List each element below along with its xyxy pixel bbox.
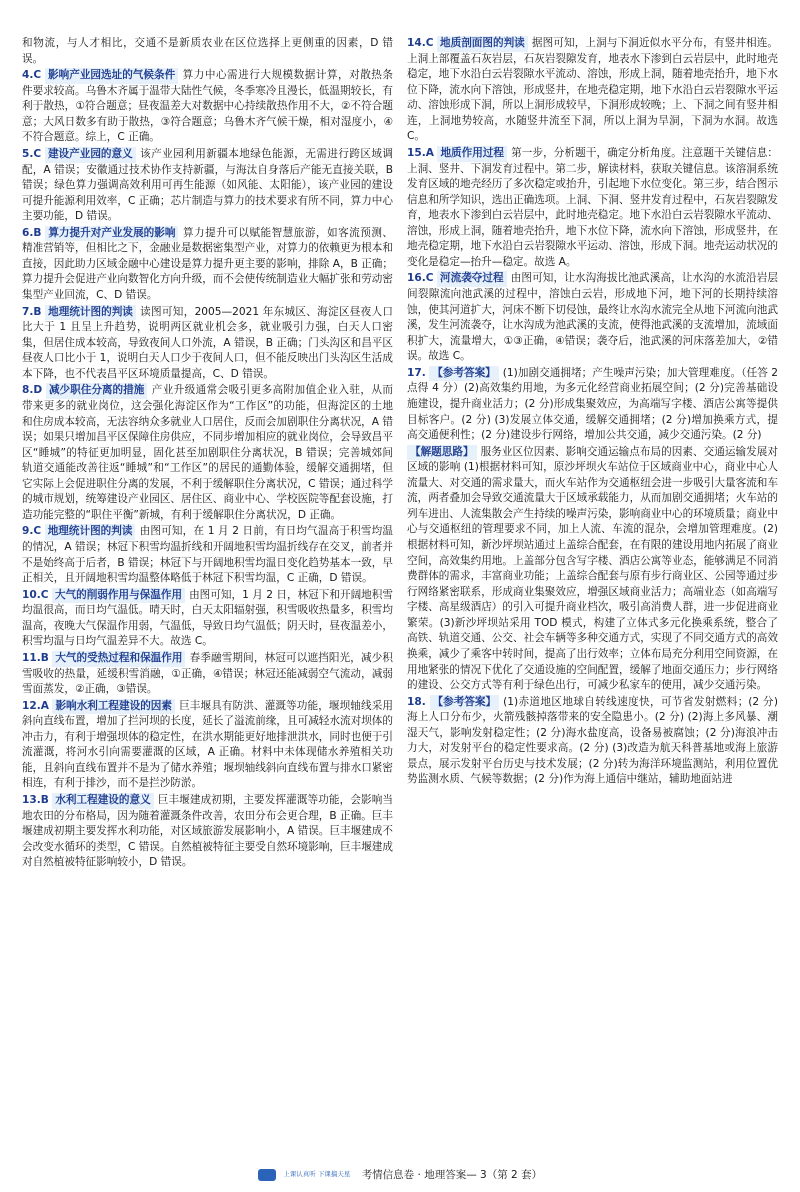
question-number: 18.	[407, 695, 426, 708]
answer-item	[22, 68, 393, 146]
answer-item	[22, 36, 393, 67]
right-column	[407, 36, 778, 1152]
question-number: 8.D	[22, 384, 43, 397]
topic-tag: 地质作用过程	[437, 146, 507, 162]
topic-tag: 地理统计图的判读	[45, 305, 136, 321]
topic-tag: 地质剖面图的判读	[437, 36, 528, 52]
question-number: 13.B	[22, 794, 49, 806]
answer-text: 由图可知，让水沟海拔比池武溪高，让水沟的水流沿岩层间裂隙流向池武溪的过程中，溶蚀白云岩，形成地下河，地下河的长期持续溶蚀，使其河道扩大，河床不断下切侵蚀，最终让水沟水流完全从地下河流向池武溪，发生河流袭夺，让水沟成为池武溪的支流，使得池武溪的支流增加，流域面积扩大，流量增大，①③正确，④错误；袭夺后，池武溪的河床落差加大，②错误。故选 C。	[407, 272, 778, 363]
answer-item	[407, 271, 778, 364]
answer-text: (1)赤道地区地球自转线速度快，可节省发射燃料；(2 分)海上人口分布少，火箭残骸掉落带来的安全隐患小。(2 分) (2)海上多风暴、潮湿天气，影响发射稳定性；(2 分)海水盐度高，设备易被腐蚀；(2 分)海浪冲击力大，对发射平台的稳定性要求高。(2 分) (3)改造为航天科普基地或海上旅游景点，展示发射平台历史与技术发展；(2 分)转为海洋环境监测站，利用位置优势监测水质、气候等数据；(2 分)作为海上通信中继站，辅助地面站进	[407, 695, 778, 786]
answer-item	[22, 524, 393, 586]
answer-item	[22, 147, 393, 225]
publisher-logo-icon	[258, 1169, 276, 1181]
question-number: 17.	[407, 366, 426, 379]
topic-tag: 减少职住分离的措施	[46, 383, 147, 399]
answer-item	[22, 383, 393, 523]
answer-item	[407, 146, 778, 271]
answer-item	[407, 366, 778, 444]
question-number: 16.C	[407, 272, 434, 285]
publisher-logo-text: 上课认真听 下课搞天星	[283, 1170, 351, 1179]
answer-item	[22, 793, 393, 871]
answer-text: 算力提升可以赋能智慧旅游，如客流预测、精准营销等，但相比之下，金融业是数据密集型产业，对算力的依赖更为根本和直接，因此助力区域金融中心建设是算力提升更主要的影响，排除 A，B 正确；算力提升会促进产业向数智化方向升级，而不会使传统制造业大幅扩张和劳动密集型产业回流，C、D 错误。	[22, 226, 393, 301]
answer-text: 由图可知，1 月 2 日，林冠下和开阔地积雪均温很高，而日均气温低。晴天时，白天太阳辐射强，积雪吸收热量多，积雪均温高，夜晚大气保温作用弱，气温低，导致日均气温低；阴天时，昼夜温差小，积雪均温与日均气温差异不大。故选 C。	[22, 588, 393, 648]
topic-tag: 【参考答案】	[429, 366, 499, 382]
topic-tag: 大气的受热过程和保温作用	[52, 651, 185, 667]
topic-tag: 地理统计图的判读	[45, 524, 136, 540]
answer-text: 读图可知，2005—2021 年东城区、海淀区昼夜人口比大于 1 且呈上升趋势，说明两区就业机会多，就业吸引力强，白天人口密集，但居住成本较高，导致夜间人口外流，A 错误，B 正确；门头沟区和昌平区昼夜人口比小于 1，说明白天人口少于夜间人口，但不能反映出门头沟区生活成本下降，也不代表昌平区环境质量提高，C、D 错误。	[22, 305, 393, 380]
question-number: 11.B	[22, 651, 49, 664]
answer-text: (1)加剧交通拥堵；产生噪声污染；加大管理难度。（任答 2 点得 4 分）(2)高效集约用地，为多元化经营商业拓展空间；(2 分)完善基础设施建设，提升商业活力；(2 分)形成集聚效应，为高端写字楼、酒店公寓等提供目标客户。(2 分) (3)发展立体交通，缓解交通拥堵；(2 分)增加换乘方式，提高交通便利性；(2 分)建设步行网络，增加公共交通，减少交通污染。(2 分)	[407, 366, 778, 442]
topic-tag: 影响水利工程建设的因素	[52, 699, 175, 715]
answer-text: 巨丰堰建成初期，主要发挥灌溉等功能，会影响当地农田的分布格局，因为随着灌溉条件改善，农田分布会更合理，B 正确。巨丰堰建成初期主要发挥水利功能，对区域旅游发展影响小，A 错误。巨丰堰建成不会改变水循环的类型，C 错误。自然植被特征主要受自然环境影响，巨丰堰建成对自然植被特征影响较小，D 错误。	[22, 794, 393, 869]
answer-text: 和物流，与人才相比，交通不是新质农业在区位选择上更侧重的因素，D 错误。	[22, 37, 393, 65]
question-number: 4.C	[22, 69, 42, 82]
question-number: 5.C	[22, 147, 42, 160]
answer-text: 产业升级通常会吸引更多高附加值企业入驻，从而带来更多的就业岗位，这会强化海淀区作为“工作区”的功能，但海淀区的土地和住房成本较高，无法容纳众多就业人口居住，反而会加剧职住分离状况，A 错误；如果只增加昌平区保障住房供应，不同步增加相应的就业岗位，会导致昌平区“睡城”的特征更加明显，固化甚至加剧职住分离状况，B 错误；完善城郊间轨道交通能改善往返“睡城”和“工作区”的居民的通勤体验，缓解交通拥堵，但它实际上会促进职住分离的发展，不利于缓解职住分离状况，C 错误；通过科学的城市规划，统筹建设产业园区、居住区、商业中心、学校医院等配套设施，打造功能完整的“职住平衡”新城，有利于缓解职住分离状况，D 正确。	[22, 384, 393, 521]
page-footer	[0, 1167, 800, 1182]
answer-text: 由图可知，在 1 月 2 日前，有日均气温高于积雪均温的情况，A 错误；林冠下积雪均温折线和开阔地积雪均温折线存在交叉，前者并不是始终高于后者，B 错误；林冠下与开阔地积雪均温日变化趋势基本一致，早正相关，且开阔地积雪均温整体略低于林冠下积雪均温，C 正确，D 错误。	[22, 525, 393, 585]
topic-tag: 【参考答案】	[430, 695, 500, 711]
answer-item	[407, 36, 778, 145]
left-column	[22, 36, 393, 1152]
topic-tag: 建设产业园的意义	[45, 147, 136, 163]
question-number: 14.C	[407, 37, 434, 49]
question-number: 15.A	[407, 146, 434, 159]
question-number: 10.C	[22, 588, 49, 601]
answer-item	[22, 305, 393, 383]
answer-item	[22, 588, 393, 650]
answer-item	[407, 445, 778, 694]
topic-tag: 影响产业园选址的气候条件	[45, 68, 178, 84]
topic-tag: 水利工程建设的意义	[52, 793, 153, 809]
answer-item	[22, 226, 393, 304]
topic-tag: 河流袭夺过程	[437, 271, 507, 287]
answer-text: 巨丰堰具有防洪、灌溉等功能，堰坝轴线采用斜向直线布置，增加了拦河坝的长度，延长了溢流前缘，且可减轻水流对坝体的冲击力，有利于增强坝体的稳定性，在洪水期能更好地排泄洪水，同时也便于引流灌溉，将河水引向需要灌溉的区域，A 正确。材料中未体现储水养殖相关功能，且斜向直线布置并不是为了储水养殖；堰坝轴线斜向直线布置与排水口紧密相连，有利于排沙，而不是拦沙防淤。	[22, 699, 393, 790]
answer-item	[22, 699, 393, 792]
footer-label: 考情信息卷 · 地理答案— 3（第 2 套）	[361, 1169, 543, 1181]
question-number: 7.B	[22, 305, 42, 318]
question-number: 9.C	[22, 525, 42, 538]
answer-item	[407, 695, 778, 788]
answer-text: 算力中心需进行大规模数据计算，对散热条件要求较高。乌鲁木齐属于温带大陆性气候，冬季寒冷且漫长，低温期较长，有利于散热，①符合题意；昼夜温差大对数据中心持续散热作用不大，②不符合题意；大风日数多有助于散热，③符合题意；乌鲁木齐气候干燥，相对湿度小，④不符合题意。综上，C 正确。	[22, 69, 393, 144]
columns	[22, 36, 778, 1152]
answer-text: 第一步，分析题干，确定分析角度。注意题干关键信息：上洞、竖井、下洞发育过程中。第二步，解读材料，获取关键信息。该溶洞系统发育区域的地壳经历了多次稳定或抬升，引起地下水位变化。第三步，结合图示信息和所学知识，选出正确选项。上洞、下洞、竖井发育过程中，石灰岩裂隙发育，地表水下渗到白云岩层中，此时地壳稳定。地下水沿白云岩裂隙水平流动、溶蚀，形成上洞，随着地壳抬升，地下水位下降，流水向下溶蚀，形成竖井，在地壳稳定期，地下水沿白云岩裂隙水平运动、溶蚀，形成下洞。地壳运动状况的变化是稳定—抬升—稳定。故选 A。	[407, 146, 778, 268]
topic-tag: 大气的削弱作用与保温作用	[52, 588, 185, 604]
question-number: 6.B	[22, 226, 42, 239]
topic-tag: 算力提升对产业发展的影响	[45, 226, 178, 242]
answer-text: 该产业园利用新疆本地绿色能源，无需进行跨区域调配，A 错误；安徽通过技术协作支持新疆，与海汰自身落后产能无直接关联，B 错误；绿色算力强调高效利用可再生能源（如风能、太阳能），该产业园的建设可提升能源利用效率，C 正确；芯片制造与算力的技术要求有所不同，算力中心主要功能，D 错误。	[22, 147, 393, 223]
topic-tag: 【解题思路】	[407, 445, 477, 461]
answer-text: 春季融雪期间，林冠可以遮挡阳光，减少积雪吸收的热量，延缓积雪消融，①正确，④错误；林冠还能减弱空气流动，减弱雪面蒸发，②正确，③错误。	[22, 651, 393, 696]
answer-text: 服务业区位因素、影响交通运输点布局的因素、交通运输发展对区域的影响 (1)根据材料可知，原沙坪坝火车站位于区域商业中心，商业中心人流量大、对交通的需求量大，而火车站作为交通枢纽会进一步吸引大量客流和车流，两者叠加会导致交通流量大于区域承载能力，从而加剧交通拥堵；火车站的列车进出、人流集散会产生持续的噪声污染，影响商业中心的环境质量；商业中心与交通枢纽的管理要求不同，加上人流、车流的混杂，会增加管理难度。(2)根据材料可知，新沙坪坝站通过上盖综合配套，在有限的建设用地内拓展了商业空间，高效集约用地。上盖部分包含写字楼、酒店公寓等业态，能够满足不同消费群体的需求，丰富商业功能；上盖综合配套与原有步行商业区、公园等通过步行网络紧密联系，形成商业集聚效应，增强区域商业活力；高端业态（如高端写字楼、高星级酒店）的引入可提升商业档次，吸引高消费人群，进一步促进商业繁荣。(3)新沙坪坝站采用 TOD 模式，构建了立体式多元化换乘系统，整合了高铁、轨道交通、公交、社会车辆等多种交通方式，实现了不同交通方式的高效换乘，减少了乘客中转时间，提高了出行效率；立体布局充分利用空间资源，在用地紧张的情况下优化了交通设施的空间配置，缓解了地面交通压力；步行网络的建设、公交方式等有利于绿色出行，可减少私家车的使用，减少交通污染。	[407, 445, 778, 692]
question-number: 12.A	[22, 699, 49, 712]
answer-item	[22, 651, 393, 698]
answer-text: 据图可知，上洞与下洞近似水平分布，有竖井相连。上洞上部覆盖石灰岩层，石灰岩裂隙发育，地表水下渗到白云岩层中，此时地壳稳定，地下水沿白云岩裂隙水平流动、溶蚀，形成上洞，随着地壳抬升，地下水位下降，流水向下溶蚀，形成竖井，在地壳稳定期，地下水沿白云岩裂隙水平运动、溶蚀形成下洞，所以上洞形成较早，下洞形成较晚；上、下洞之间有竖井相连，上洞地势较高，水随竖井流至下洞，所以上洞为旱洞，下洞为水洞。故选 C。	[407, 37, 778, 143]
